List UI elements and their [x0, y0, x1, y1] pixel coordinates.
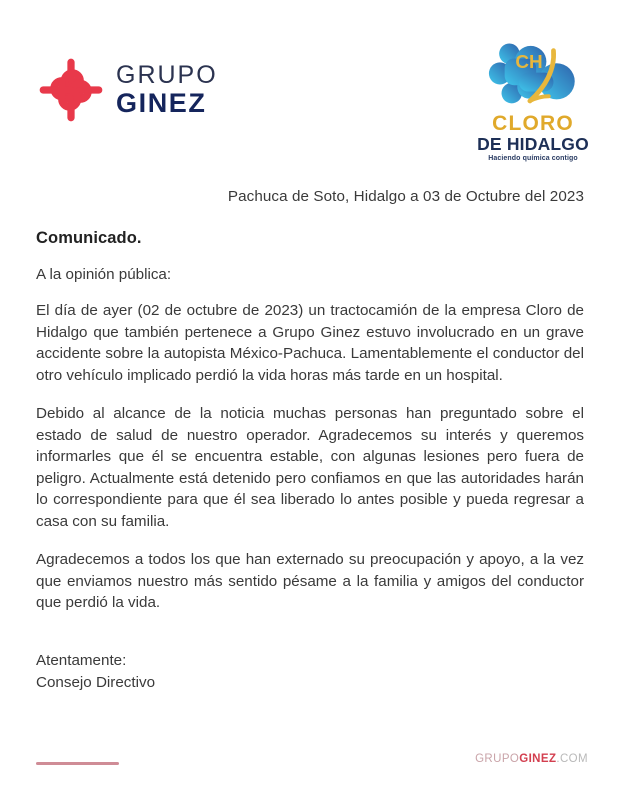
cloro-hidalgo-word-cloro: CLORO [492, 112, 574, 135]
document-header [0, 0, 618, 175]
cloro-hidalgo-molecule-icon [485, 38, 581, 112]
grupo-ginez-word-line2: GINEZ [116, 88, 207, 118]
document-date-line: Pachuca de Soto, Hidalgo a 03 de Octubre del 2023 [227, 188, 584, 205]
document-paragraph: Debido al alcance de la noticia muchas personas han preguntado sobre el estado de salud de nuestro operador. Agradecemos su interés y queremos informarles que él se encuentra estable, con algunas lesiones pero fuera de peligro. Actualmente está detenido pero confiamos en que las autoridades harán lo correspondiente para que él sea liberado lo antes posible y pueda regresar a casa con su familia. [36, 405, 584, 530]
signature-signer: Consejo Directivo [36, 673, 156, 691]
footer-url-part1: GRUPO [475, 753, 520, 765]
grupo-ginez-knot-icon [38, 57, 104, 123]
grupo-ginez-logo [38, 57, 218, 123]
footer-website-url [475, 753, 588, 765]
document-paragraph: El día de ayer (02 de octubre de 2023) un tractocamión de la empresa Cloro de Hidalgo que también pertenece a Grupo Ginez estuvo involucrado en un grave accidente sobre la autopista México-Pachuca. Lamentablemente el conductor del otro vehículo implicado perdió la vida horas más tarde en un hospital. [36, 302, 584, 384]
cloro-de-hidalgo-logo [474, 38, 592, 164]
signature-block [36, 650, 155, 693]
signature-closing: Atentamente: [36, 652, 127, 669]
footer-url-part3: .COM [556, 753, 588, 765]
document-body [36, 300, 584, 614]
document-paragraph: Agradecemos a todos los que han externado su preocupación y apoyo, a la vez que enviamos nuestro más sentido pésame a la familia y amigos del conductor que perdió la vida. [36, 551, 584, 611]
document-title: Comunicado. [36, 229, 142, 247]
footer-divider [36, 762, 119, 765]
document-salutation: A la opinión pública: [36, 266, 172, 283]
footer-url-part2: GINEZ [519, 753, 557, 765]
grupo-ginez-word-line1: GRUPO [116, 61, 218, 89]
cloro-hidalgo-word-hidalgo: DE HIDALGO [477, 134, 589, 155]
grupo-ginez-wordmark [116, 63, 218, 117]
svg-text:CH: CH [515, 51, 543, 73]
cloro-hidalgo-tagline: Haciendo química contigo [488, 155, 578, 163]
